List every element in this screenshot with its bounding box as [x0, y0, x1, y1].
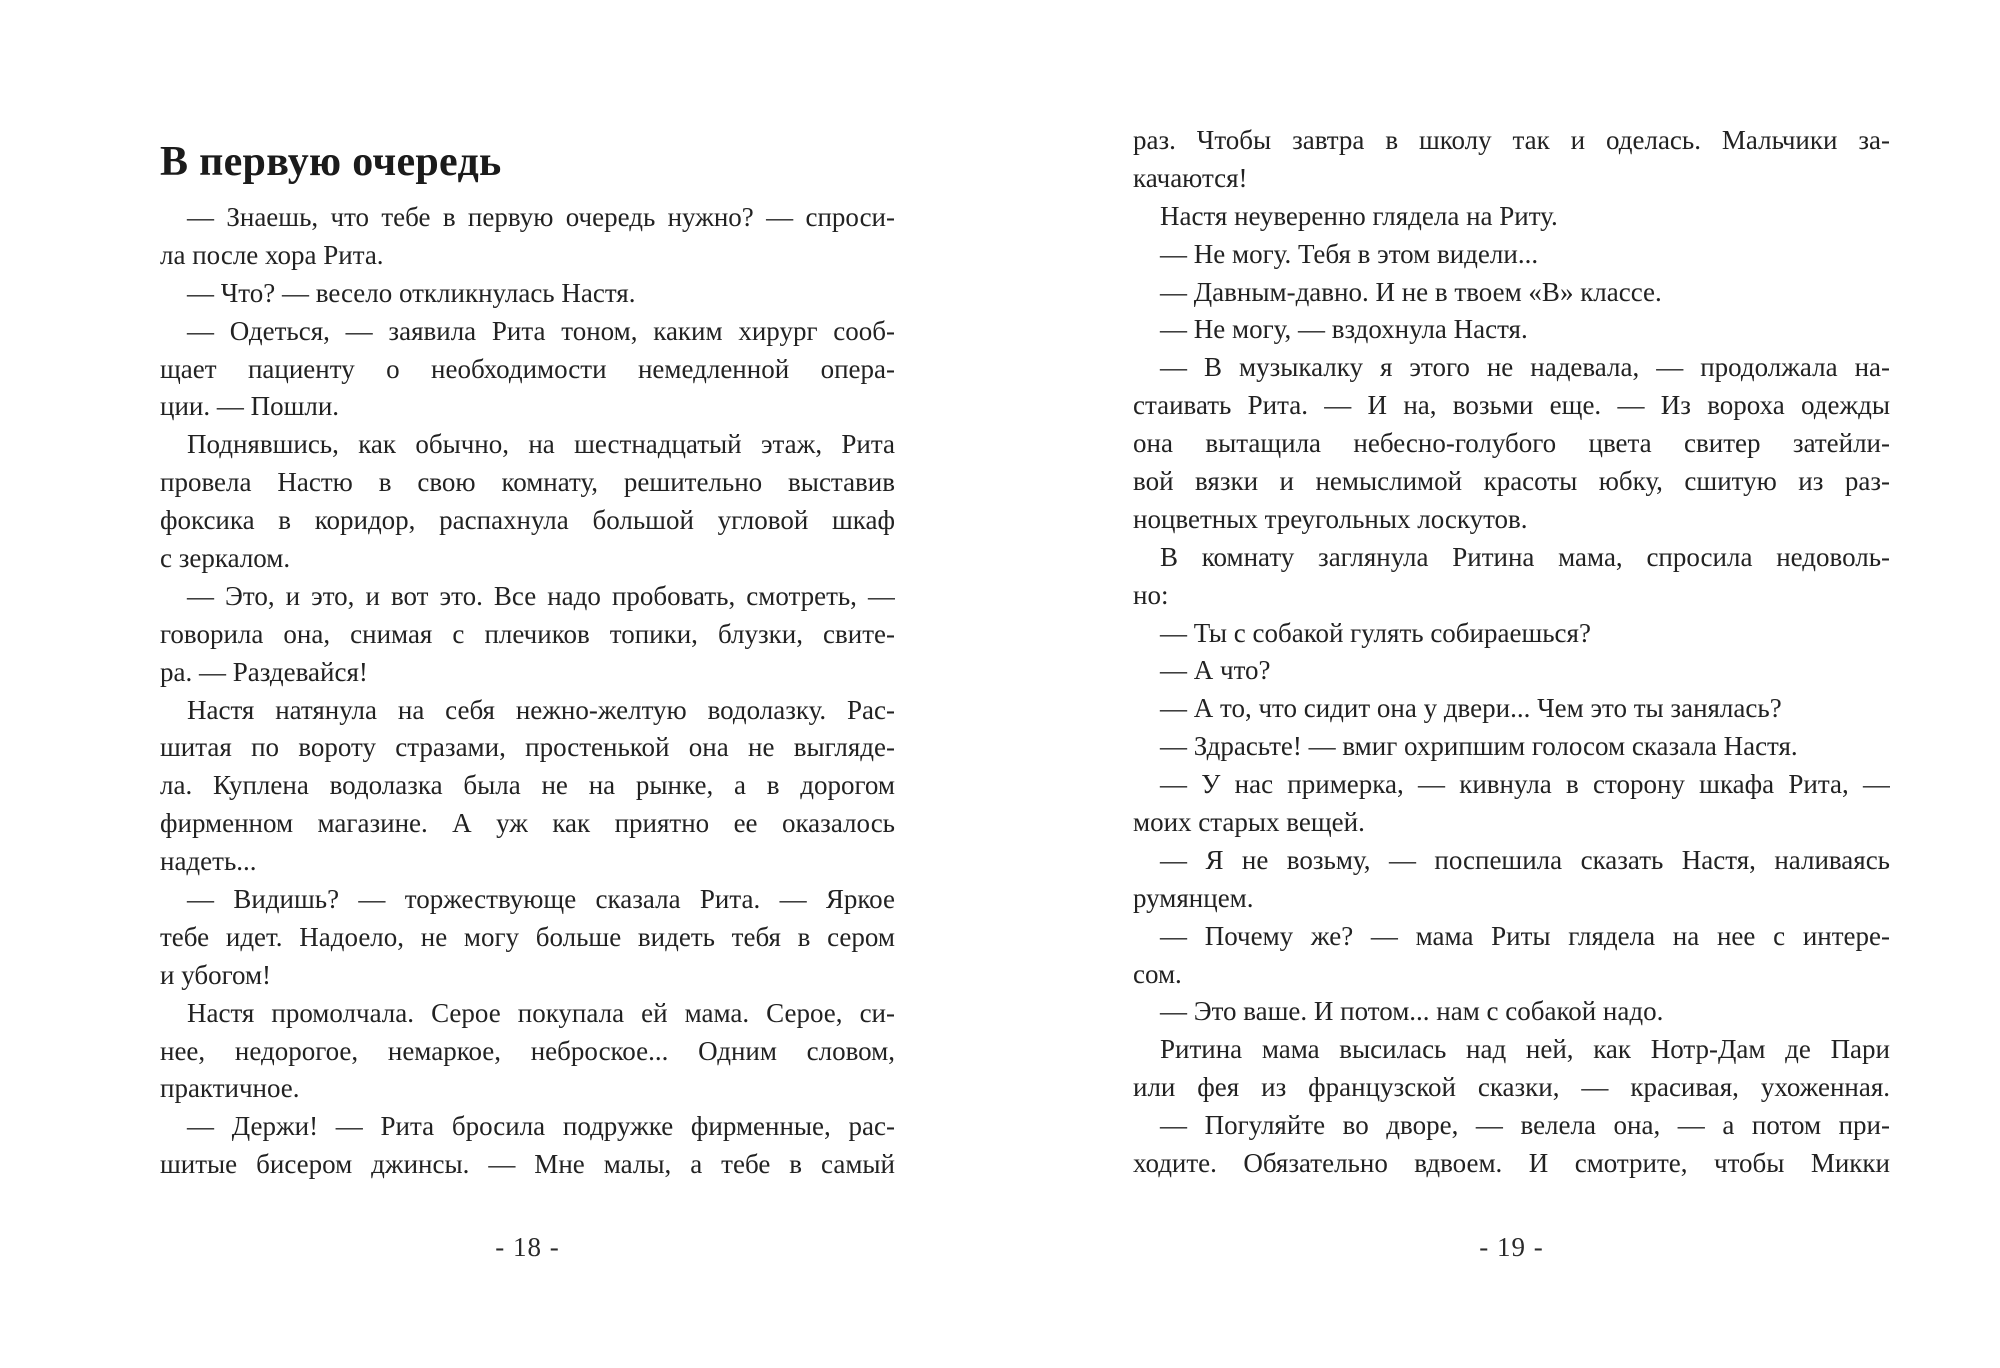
- text-line: — Погуляйте во дворе, — велела она, — а потом при-: [1160, 1110, 1890, 1141]
- text-line: В комнату заглянула Ритина мама, спросила недоволь-: [1160, 541, 1890, 572]
- text-line: — Видишь? — торжествующе сказала Рита. — Яркое: [187, 884, 895, 915]
- text-line: моих старых вещей.: [1133, 807, 1365, 838]
- right-page-number: - 19 -: [1479, 1232, 1544, 1262]
- left-page: [160, 0, 895, 1368]
- text-line: вой вязки и немыслимой красоты юбку, сшитую из раз-: [1133, 466, 1890, 497]
- text-line: Настя неуверенно глядела на Риту.: [1160, 200, 1558, 231]
- text-line: ра. — Раздевайся!: [160, 656, 368, 687]
- text-line: и убогом!: [160, 959, 272, 990]
- text-line: Поднявшись, как обычно, на шестнадцатый этаж, Рита: [187, 429, 895, 460]
- text-line: — Держи! — Рита бросила подружке фирменные, рас-: [187, 1111, 895, 1142]
- text-line: — Одеться, — заявила Рита тоном, каким хирург сооб-: [187, 315, 895, 346]
- text-line: — Это, и это, и вот это. Все надо пробовать, смотреть, —: [187, 580, 895, 611]
- text-line: тебе идет. Надоело, не могу больше видеть тебя в сером: [160, 921, 895, 952]
- text-line: шитая по вороту стразами, простенькой она не выгляде-: [160, 732, 895, 763]
- text-line: шитые бисером джинсы. — Мне малы, а тебе в самый: [160, 1149, 895, 1180]
- chapter-title: В первую очередь: [160, 139, 502, 186]
- text-line: — Знаешь, что тебе в первую очередь нужно? — спроси-: [187, 202, 895, 232]
- text-line: ходите. Обязательно вдвоем. И смотрите, чтобы Микки: [1133, 1148, 1890, 1179]
- text-line: нее, недорогое, немаркое, неброское... Одним словом,: [160, 1035, 895, 1066]
- text-line: надеть...: [160, 846, 257, 877]
- text-line: — Ты с собакой гулять собираешься?: [1160, 617, 1591, 648]
- text-line: Настя натянула на себя нежно-желтую водолазку. Рас-: [187, 694, 895, 725]
- text-line: Ритина мама высилась над ней, как Нотр-Дам де Пари: [1160, 1034, 1890, 1065]
- text-line: щает пациенту о необходимости немедленной опера-: [160, 353, 895, 384]
- text-line: фоксика в коридор, распахнула большой угловой шкаф: [160, 505, 895, 536]
- text-line: — Не могу, — вздохнула Настя.: [1160, 314, 1528, 345]
- text-line: говорила она, снимая с плечиков топики, блузки, свите-: [160, 618, 895, 649]
- left-page-text-block: [160, 199, 895, 1184]
- text-line: — Это ваше. И потом... нам с собакой надо.: [1160, 996, 1664, 1027]
- text-line: Настя промолчала. Серое покупала ей мама. Серое, си-: [187, 997, 895, 1028]
- text-line: стаивать Рита. — И на, возьми еще. — Из вороха одежды: [1133, 390, 1890, 421]
- text-line: — Я не возьму, — поспешила сказать Настя, наливаясь: [1160, 844, 1890, 875]
- text-line: сом.: [1133, 958, 1182, 989]
- text-line: ла после хора Рита.: [160, 239, 384, 270]
- text-line: или фея из французской сказки, — красивая, ухоженная.: [1133, 1072, 1890, 1103]
- text-line: с зеркалом.: [160, 543, 291, 574]
- text-line: — У нас примерка, — кивнула в сторону шкафа Рита, —: [1160, 769, 1890, 800]
- text-line: — А что?: [1160, 655, 1271, 686]
- text-line: ноцветных треугольных лоскутов.: [1133, 503, 1528, 534]
- text-line: фирменном магазине. А уж как приятно ее оказалось: [160, 808, 895, 839]
- text-line: ла. Куплена водолазка была не на рынке, а в дорогом: [160, 770, 895, 801]
- text-line: но:: [1133, 579, 1169, 610]
- right-page: [1133, 0, 1890, 1368]
- text-line: — Что? — весело откликнулась Настя.: [187, 277, 636, 308]
- text-line: — Давным-давно. И не в твоем «В» классе.: [1160, 276, 1662, 307]
- text-line: румянцем.: [1133, 882, 1254, 913]
- text-line: провела Настю в свою комнату, решительно выставив: [160, 467, 895, 498]
- right-page-text-block: [1133, 122, 1890, 1183]
- text-line: — Здрасьте! — вмиг охрипшим голосом сказала Настя.: [1160, 731, 1798, 762]
- text-line: — В музыкалку я этого не надевала, — продолжала на-: [1160, 352, 1890, 383]
- text-line: качаются!: [1133, 162, 1248, 193]
- text-line: ции. — Пошли.: [160, 391, 340, 422]
- text-line: она вытащила небесно-голубого цвета свитер затейли-: [1133, 428, 1890, 459]
- text-line: — Почему же? — мама Риты глядела на нее с интере-: [1160, 920, 1890, 951]
- text-line: раз. Чтобы завтра в школу так и оделась. Мальчики за-: [1133, 125, 1890, 155]
- text-line: — А то, что сидит она у двери... Чем это ты занялась?: [1160, 693, 1782, 724]
- text-line: — Не могу. Тебя в этом видели...: [1160, 238, 1539, 269]
- text-line: практичное.: [160, 1073, 300, 1104]
- left-page-number: - 18 -: [495, 1232, 560, 1262]
